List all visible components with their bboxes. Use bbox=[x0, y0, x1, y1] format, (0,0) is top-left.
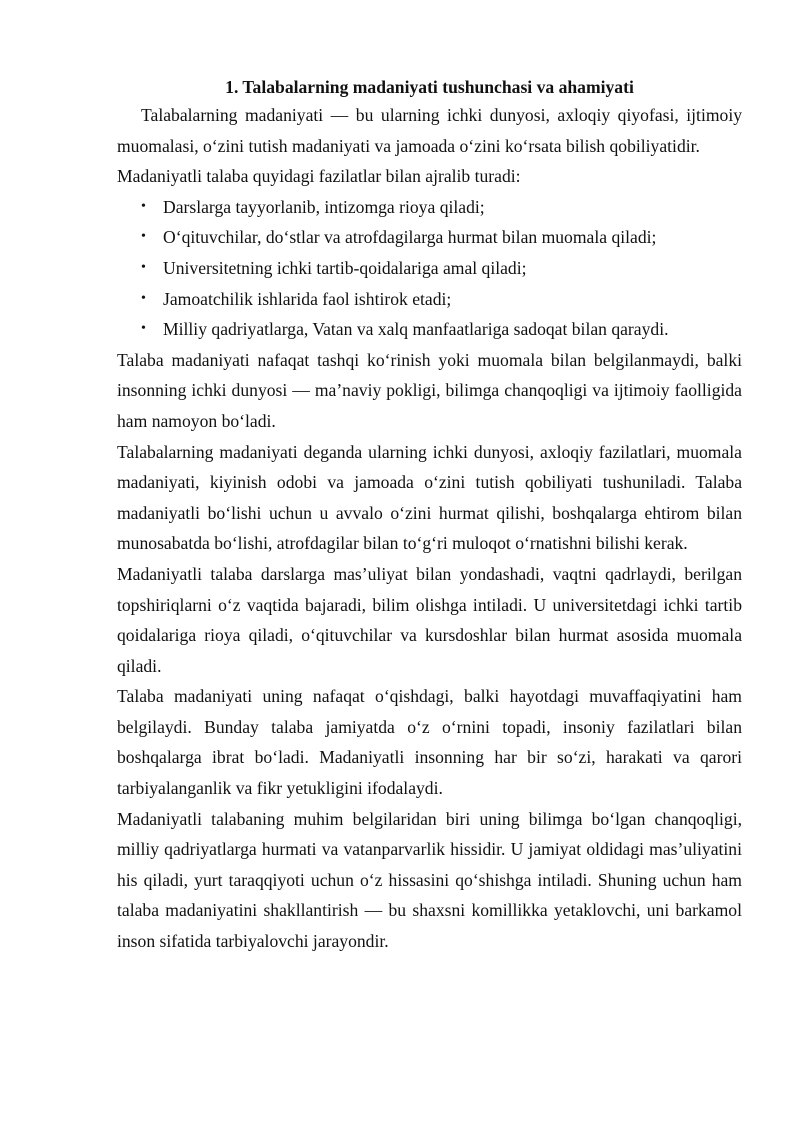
qualities-list bbox=[117, 192, 742, 345]
document-body bbox=[117, 74, 742, 957]
body-paragraph: Talabalarning madaniyati deganda ularning ichki dunyosi, axloqiy fazilatlari, muomala madaniyati, kiyinish odobi va jamoada o‘zini tutish qobiliyati tushuniladi. Talaba madaniyatli bo‘lishi uchun u avvalo o‘zini hurmat qilishi, boshqalarga ehtirom bilan munosabatda bo‘lishi, atrofdagilar bilan to‘g‘ri muloqot o‘rnatishni bilishi kerak. bbox=[117, 441, 742, 554]
body-paragraph: Madaniyatli talaba darslarga mas’uliyat bilan yondashadi, vaqtni qadrlaydi, berilgan topshiriqlarni o‘z vaqtida bajaradi, bilim olishga intiladi. U universitetdagi ichki tartib qoidalariga rioya qiladi, o‘qituvchilar va kursdoshlar bilan hurmat asosida muomala qiladi. bbox=[117, 563, 742, 676]
list-item: • Milliy qadriyatlarga, Vatan va xalq manfaatlariga sadoqat bilan qaraydi. bbox=[117, 314, 742, 345]
section-title: 1. Talabalarning madaniyati tushunchasi va ahamiyati bbox=[225, 77, 634, 97]
list-item: • Universitetning ichki tartib-qoidalariga amal qiladi; bbox=[117, 253, 742, 284]
body-paragraph: Talaba madaniyati nafaqat tashqi ko‘rinish yoki muomala bilan belgilanmaydi, balki insonning ichki dunyosi — ma’naviy pokligi, bilimga chanqoqligi va ijtimoiy faolligida ham namoyon bo‘ladi. bbox=[117, 349, 742, 431]
list-item: • Jamoatchilik ishlarida faol ishtirok etadi; bbox=[117, 284, 742, 315]
list-item: • Darslarga tayyorlanib, intizomga rioya qiladi; bbox=[117, 192, 742, 223]
list-item: • O‘qituvchilar, do‘stlar va atrofdagilarga hurmat bilan muomala qiladi; bbox=[117, 222, 742, 253]
list-intro: Madaniyatli talaba quyidagi fazilatlar bilan ajralib turadi: bbox=[117, 166, 521, 187]
intro-paragraph: Talabalarning madaniyati — bu ularning ichki dunyosi, axloqiy qiyofasi, ijtimoiy muomalasi, o‘zini tutish madaniyati va jamoada o‘zini ko‘rsata bilish qobiliyatidir. bbox=[117, 105, 742, 156]
body-paragraph: Madaniyatli talabaning muhim belgilaridan biri uning bilimga bo‘lgan chanqoqligi, milliy qadriyatlarga hurmati va vatanparvarlik hissidir. U jamiyat oldidagi mas’uliyatini his qiladi, yurt taraqqiyoti uchun o‘z hissasini qo‘shishga intiladi. Shuning uchun ham talaba madaniyatini shakllantirish — bu shaxsni komillikka yetaklovchi, uni barkamol inson sifatida tarbiyalovchi jarayondir. bbox=[117, 808, 742, 952]
body-paragraph: Talaba madaniyati uning nafaqat o‘qishdagi, balki hayotdagi muvaffaqiyatini ham belgilaydi. Bunday talaba jamiyatda o‘z o‘rnini topadi, insoniy fazilatlari bilan boshqalarga ibrat bo‘ladi. Madaniyatli insonning har bir so‘zi, harakati va qarori tarbiyalanganlik va fikr yetukligini ifodalaydi. bbox=[117, 686, 742, 799]
